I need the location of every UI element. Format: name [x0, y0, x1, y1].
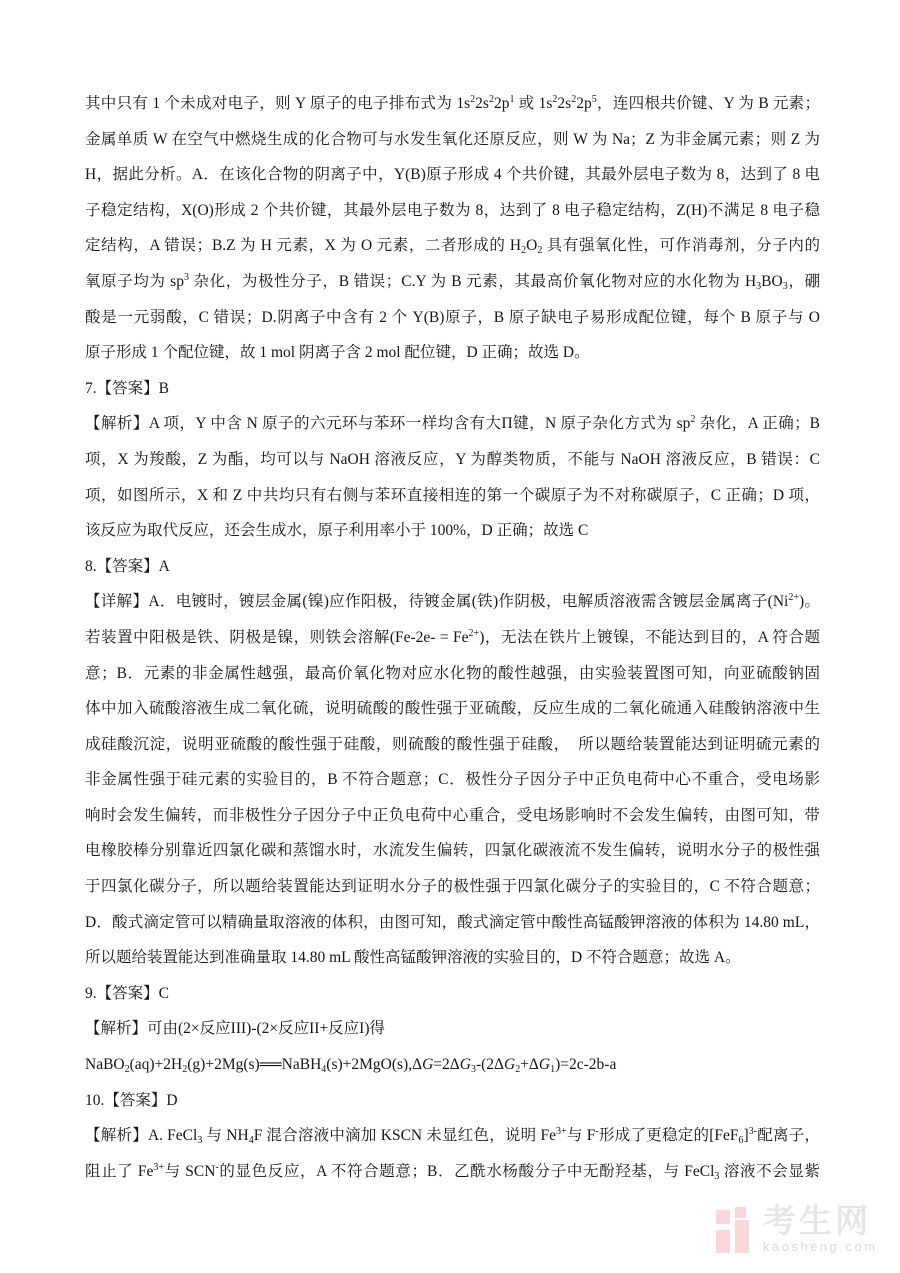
- text-line: 项，X 为羧酸，Z 为酯，均可以与 NaOH 溶液反应，Y 为醇类物质，不能与 NaOH 溶液反应，B 错误：C: [85, 450, 820, 468]
- text-line: 酸是一元弱酸，C 错误；D.阴离子中含有 2 个 Y(B)原子，B 原子缺电子易形成配位键，每个 B 原子与 O: [85, 308, 820, 326]
- text-line: 于四氯化碳分子，所以题给装置能达到证明水分子的极性强于四氯化碳分子的实验目的，C 不符合题意；: [85, 878, 820, 896]
- text-line: 成硅酸沉淀，说明亚硫酸的酸性强于硅酸，则硫酸的酸性强于硅酸， 所以题给装置能达到证明硫元素的: [85, 735, 820, 753]
- text-line: 若装置中阳极是铁、阴极是镍，则铁会溶解$(Fe-2e- = Fe^{2+})$，无法在铁片上镀镍，不能达到目的，A 符合题: [85, 627, 820, 646]
- logo-block: [735, 1207, 746, 1218]
- text-line: 【解析】A. FeCl$_3$ 与 $NH_4F$ 混合溶液中滴加 KSCN 未显红色，说明 $Fe^{3+}$与 F-形成了更稳定的$[FeF_6]^{3-}$配离子，: [85, 1126, 820, 1147]
- text-line: $NaBO_2(aq)+2H_2(g)+2Mg(s)══NaBH_4(s)+2MgO(s),\Delta G=2\Delta G_3-(2\Delta G_2+\Delta G_1)=2c-2b-a$: [85, 1056, 617, 1076]
- text-line: 定结构，A 错误；B.Z 为 H 元素，X 为 O 元素，二者形成的 $H_2O_2$ 具有强氧化性，可作消毒剂，分子内的: [85, 237, 820, 257]
- text-line: 金属单质 W 在空气中燃烧生成的化合物可与水发生氧化还原反应，则 W 为 Na；Z 为非金属元素；则 Z 为: [85, 130, 820, 148]
- text-line: 所以题给装置能达到准确量取 14.80 mL 酸性高锰酸钾溶液的实验目的，D 不符合题意；故选 A。: [85, 949, 741, 967]
- logo-block: [735, 1220, 749, 1253]
- text-line: 项，如图所示，X 和 Z 中共均只有右侧与苯环直接相连的第一个碳原子为不对称碳原子，C 正确；D 项，: [85, 486, 820, 504]
- text-line: 阻止了 $Fe^{3+}$与 SCN-的显色反应，A 不符合题意；B．乙酰水杨酸分子中无酚羟基，与 FeCl$_3$ 溶液不会显紫: [85, 1161, 820, 1182]
- text-line: D．酸式滴定管可以精确量取溶液的体积，由图可知，酸式滴定管中酸性高锰酸钾溶液的体积为 14.80 mL，: [85, 913, 820, 931]
- text-line: 子稳定结构，X(O)形成 2 个共价键，其最外层电子数为 8，达到了 8 电子稳定结构，Z(H)不满足 8 电子稳: [85, 201, 820, 219]
- text-line: 8.【答案】A: [85, 557, 170, 575]
- watermark-texts: [763, 1202, 878, 1255]
- logo-block: [716, 1210, 730, 1224]
- text-line: 非金属性强于硅元素的实验目的，B 不符合题意；C．极性分子因分子中正负电荷中心不重合，受电场影: [85, 771, 820, 789]
- text-line: 【详解】A．电镀时，镀层金属(镍)应作阳极，待镀金属(铁)作阴极，电解质溶液需含镀层金属离子$(Ni^{2+})$。: [85, 592, 820, 611]
- text-line: 体中加入硫酸溶液生成二氧化硫，说明硫酸的酸性强于亚硫酸，反应生成的二氧化硫通入硅酸钠溶液中生: [85, 700, 820, 718]
- logo-block: [716, 1230, 730, 1253]
- watermark-domain-text: kaosheng.com: [763, 1239, 878, 1254]
- text-line: 氧原子均为 $sp^3$ 杂化，为极性分子，B 错误；C.Y 为 B 元素，其最高价氧化物对应的水化物为 $H_3BO_3$，硼: [85, 271, 820, 292]
- text-line: 【解析】可由(2×反应III)-(2×反应II+反应I)得: [85, 1020, 386, 1038]
- text-line: 原子形成 1 个配位键，故 1 mol 阴离子含 2 mol 配位键，D 正确；故选 D。: [85, 344, 590, 362]
- text-line: 【解析】A 项，Y 中含 N 原子的六元环与苯环一样均含有大Π键，N 原子杂化方式为 $sp^2$ 杂化，A 正确；B: [85, 414, 820, 433]
- watermark-brand-text: 考生网: [763, 1202, 871, 1239]
- kaosheng-logo-icon: [716, 1207, 754, 1255]
- document-body: [85, 86, 820, 1189]
- text-line: 该反应为取代反应，还会生成水，原子利用率小于 100%，D 正确；故选 C: [85, 522, 589, 540]
- text-line: 意；B．元素的非金属性越强，最高价氧化物对应水化物的酸性越强，由实验装置图可知，向亚硫酸钠固: [85, 664, 820, 682]
- text-line: H，据此分析。A．在该化合物的阴离子中，Y(B)原子形成 4 个共价键，其最外层电子数为 8，达到了 8 电: [85, 166, 820, 184]
- text-line: 其中只有 1 个未成对电子，则 Y 原子的电子排布式为 $1s^22s^22p^1$ 或 $1s^22s^22p^5$，连四根共价键、Y 为 B 元素；: [85, 94, 820, 112]
- text-line: 10.【答案】D: [85, 1091, 178, 1109]
- kaosheng-watermark: [716, 1202, 886, 1262]
- text-line: 响时会发生偏转，而非极性分子因分子中正负电荷中心重合，受电场影响时不会发生偏转，由图可知，带: [85, 806, 820, 824]
- text-line: 7.【答案】B: [85, 379, 169, 397]
- text-line: 9.【答案】C: [85, 984, 169, 1002]
- text-line: 电橡胶棒分别靠近四氯化碳和蒸馏水时，水流发生偏转，四氯化碳液流不发生偏转，说明水分子的极性强: [85, 842, 820, 860]
